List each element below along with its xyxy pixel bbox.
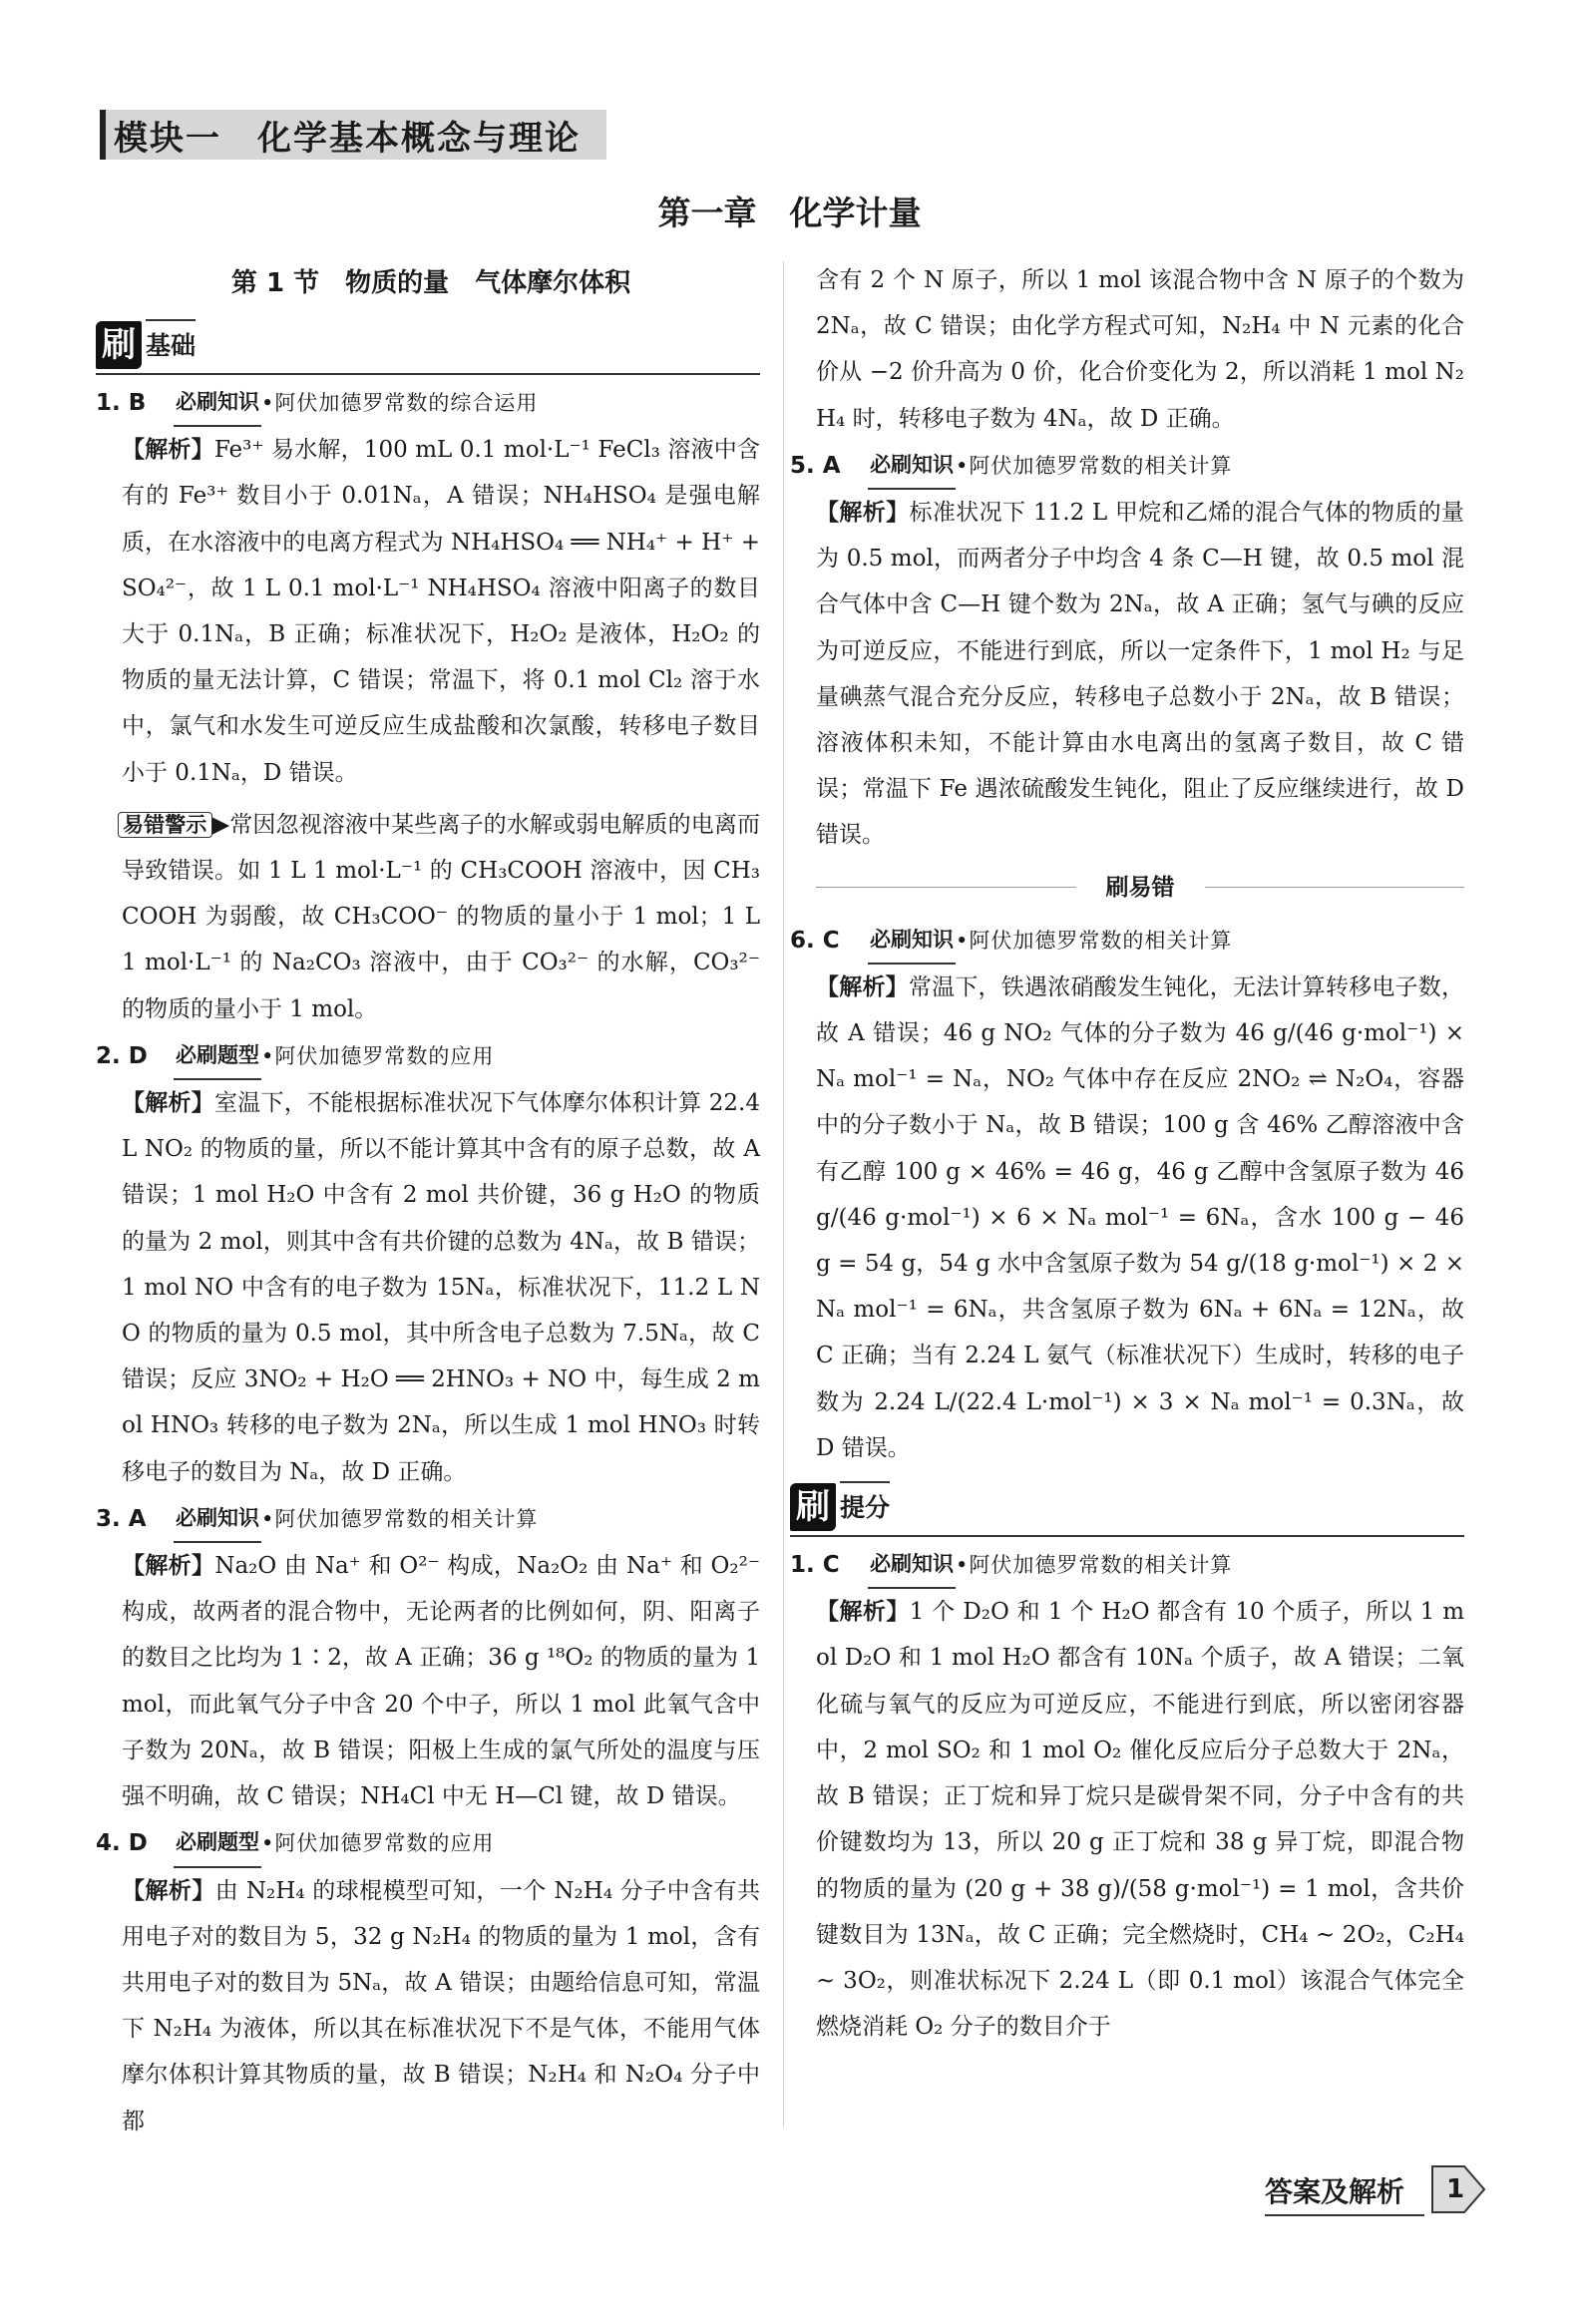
question-tag: 必刷题型 [174,1032,261,1080]
page-footer [1265,2162,1534,2218]
question-topic: •阿伏加德罗常数的相关计算 [956,453,1233,478]
footer-label: 答案及解析 [1265,2175,1405,2208]
question-tag: 必刷知识 [868,1541,956,1589]
shua-icon: 刷 [96,321,142,369]
question-number: 5. A [790,452,841,479]
question-tag: 必刷题型 [174,1819,261,1867]
question-number: 1. B [96,390,147,416]
warning-text: ▶常因忽视溶液中某些离子的水解或弱电解质的电离而导致错误。如 1 L 1 mol·L⁻¹ 的 CH₃COOH 溶液中，因 CH₃COOH 为弱酸，故 CH₃COO⁻ 的物质的量小于 1 mol；1 L 1 mol·L⁻¹ 的 Na₂CO₃ 溶液中，由于 CO₃²⁻ 的水解，CO₃²⁻ 的物质的量小于 1 mol。 [122,811,760,1022]
analysis-label: 【解析】 [122,1090,214,1117]
improve-label: 提分 [840,1481,890,1531]
question-topic: •阿伏加德罗常数的综合运用 [261,391,539,415]
analysis-text: 室温下，不能根据标准状况下气体摩尔体积计算 22.4 L NO₂ 的物质的量，所以不能计算其中含有的原子总数，故 A 错误；1 mol H₂O 中含有 2 mol 共价键，36 g H₂O 的物质的量为 2 mol，则其中含有共价键的总数为 4Nₐ，故 B 错误；1 mol NO 中含有的电子数为 15Nₐ，标准状况下，11.2 L NO 的物质的量为 0.5 mol，其中所含电子总数为 7.5Nₐ，故 C 错误；反应 3NO₂ + H₂O ══ 2HNO₃ + NO 中，每生成 2 mol HNO₃ 转移的电子数为 2Nₐ，所以生成 1 mol HNO₃ 时转移电子的数目为 Nₐ，故 D 正确。 [122,1090,760,1485]
question-number: 2. D [96,1042,148,1069]
module-banner [100,110,606,160]
question-tag: 必刷知识 [174,1495,261,1543]
analysis-label: 【解析】 [122,1877,215,1904]
question-number: 3. A [96,1505,147,1532]
analysis-label: 【解析】 [816,500,910,527]
question-7 [790,1541,1464,2050]
question-1 [96,379,760,1032]
right-column [790,257,1465,2050]
question-topic: •阿伏加德罗常数的相关计算 [956,1553,1233,1578]
page-number-badge [1430,2164,1486,2214]
question-2 [96,1032,760,1495]
question-5 [790,442,1465,859]
basics-header [96,309,760,375]
analysis-text: 1 个 D₂O 和 1 个 H₂O 都含有 10 个质子，所以 1 mol D₂O 和 1 mol H₂O 都含有 10Nₐ 个质子，故 A 错误；二氧化硫与氧气的反应为可逆反应，不能进行到底，所以密闭容器中，2 mol SO₂ 和 1 mol O₂ 催化反应后分子总数大于 2Nₐ，故 B 错误；正丁烷和异丁烷只是碳骨架不同，分子中含有的共价键数均为 13，所以 20 g 正丁烷和 38 g 异丁烷，即混合物的物质的量为 (20 g + 38 g)/(58 g·mol⁻¹) = 1 mol，含共价键数目为 13Nₐ，故 C 正确；完全燃烧时，CH₄ ~ 2O₂，C₂H₄ ~ 3O₂，则准状标况下 2.24 L（即 0.1 mol）该混合气体完全燃烧消耗 O₂ 分子的数目介于 [816,1599,1464,2041]
question-tag: 必刷知识 [868,917,956,965]
question-6 [790,917,1465,1471]
chapter-title: 第一章 化学计量 [657,194,922,232]
question-tag: 必刷知识 [868,442,956,490]
question-tag: 必刷知识 [174,379,261,427]
basics-label: 基础 [146,319,196,369]
module-title: 模块一 化学基本概念与理论 [114,118,581,159]
question-topic: •阿伏加德罗常数的应用 [261,1831,495,1856]
analysis-text: 由 N₂H₄ 的球棍模型可知，一个 N₂H₄ 分子中含有共用电子对的数目为 5，32 g N₂H₄ 的物质的量为 1 mol，含有共用电子对的数目为 5Nₐ，故 A 错误；由题给信息可知，常温下 N₂H₄ 为液体，所以其在标准状况下不是气体，不能用气体摩尔体积计算其物质的量，故 B 错误；N₂H₄ 和 N₂O₄ 分子中都 [122,1877,760,2134]
question-4 [96,1819,760,2143]
analysis-text: Na₂O 由 Na⁺ 和 O²⁻ 构成，Na₂O₂ 由 Na⁺ 和 O₂²⁻ 构成，故两者的混合物中，无论两者的比例如何，阴、阳离子的数目之比均为 1∶2，故 A 正确；36 g ¹⁸O₂ 的物质的量为 1 mol，而此氧气分子中含 20 个中子，所以 1 mol 此氧气含中子数为 20Nₐ，故 B 错误；阳极上生成的氯气所处的温度与压强不明确，故 C 错误；NH₄Cl 中无 H—Cl 键，故 D 错误。 [122,1553,760,1810]
analysis-label: 【解析】 [122,1553,215,1580]
error-section-divider [816,859,1464,917]
left-column [96,257,760,2144]
question-number: 4. D [96,1830,148,1857]
footer-rule [1265,2214,1424,2216]
analysis-label: 【解析】 [816,1599,910,1626]
question-topic: •阿伏加德罗常数的相关计算 [261,1506,539,1531]
warning-tag: 易错警示 [118,812,212,838]
section-title: 第 1 节 物质的量 气体摩尔体积 [230,268,631,298]
question-number: 6. C [790,927,840,954]
shua-icon: 刷 [790,1483,836,1531]
question-3 [96,1495,760,1819]
question-topic: •阿伏加德罗常数的应用 [261,1043,495,1068]
analysis-label: 【解析】 [816,973,909,1000]
analysis-label: 【解析】 [122,437,214,464]
analysis-text: 常温下，铁遇浓硝酸发生钝化，无法计算转移电子数，故 A 错误；46 g NO₂ 气体的分子数为 46 g/(46 g·mol⁻¹) × Nₐ mol⁻¹ = Nₐ，NO₂ 气体中存在反应 2NO₂ ⇌ N₂O₄，容器中的分子数小于 Nₐ，故 B 错误；100 g 含 46% 乙醇溶液中含有乙醇 100 g × 46% = 46 g，46 g 乙醇中含氢原子数为 46 g/(46 g·mol⁻¹) × 6 × Nₐ mol⁻¹ = 6Nₐ，含水 100 g − 46 g = 54 g，54 g 水中含氢原子数为 54 g/(18 g·mol⁻¹) × 2 × Nₐ mol⁻¹ = 6Nₐ，共含氢原子数为 6Nₐ + 6Nₐ = 12Nₐ，故 C 正确；当有 2.24 L 氨气（标准状况下）生成时，转移的电子数为 2.24 L/(22.4 L·mol⁻¹) × 3 × Nₐ mol⁻¹ = 0.3Nₐ，故 D 错误。 [816,973,1465,1461]
column-divider [783,261,784,2127]
error-section-label: 刷易错 [1105,874,1175,901]
question-number: 1. C [790,1552,840,1579]
improve-header [790,1471,1464,1537]
question-4-continued: 含有 2 个 N 原子，所以 1 mol 该混合物中含 N 原子的个数为 2Nₐ，故 C 错误；由化学方程式可知，N₂H₄ 中 N 元素的化合价从 −2 价升高为 0 价，化合价变化为 2，所以消耗 1 mol N₂H₄ 时，转移电子数为 4Nₐ，故 D 正确。 [816,267,1464,432]
analysis-text: Fe³⁺ 易水解，100 mL 0.1 mol·L⁻¹ FeCl₃ 溶液中含有的 Fe³⁺ 数目小于 0.01Nₐ，A 错误；NH₄HSO₄ 是强电解质，在水溶液中的电离方程式为 NH₄HSO₄ ══ NH₄⁺ + H⁺ + SO₄²⁻，故 1 L 0.1 mol·L⁻¹ NH₄HSO₄ 溶液中阳离子的数目大于 0.1Nₐ，B 正确；标准状况下，H₂O₂ 是液体，H₂O₂ 的物质的量无法计算，C 错误；常温下，将 0.1 mol Cl₂ 溶于水中，氯气和水发生可逆反应生成盐酸和次氯酸，转移电子数目小于 0.1Nₐ，D 错误。 [122,437,760,786]
page-number: 1 [1445,2174,1465,2204]
analysis-text: 标准状况下 11.2 L 甲烷和乙烯的混合气体的物质的量为 0.5 mol，而两者分子中均含 4 条 C—H 键，故 0.5 mol 混合气体中含 C—H 键个数为 2Nₐ，故 A 正确；氢气与碘的反应为可逆反应，不能进行到底，所以一定条件下，1 mol H₂ 与足量碘蒸气混合充分反应，转移电子总数小于 2Nₐ，故 B 错误；溶液体积未知，不能计算由水电离出的氢离子数目，故 C 错误；常温下 Fe 遇浓硫酸发生钝化，阻止了反应继续进行，故 D 错误。 [816,500,1465,849]
question-topic: •阿伏加德罗常数的相关计算 [956,928,1233,953]
